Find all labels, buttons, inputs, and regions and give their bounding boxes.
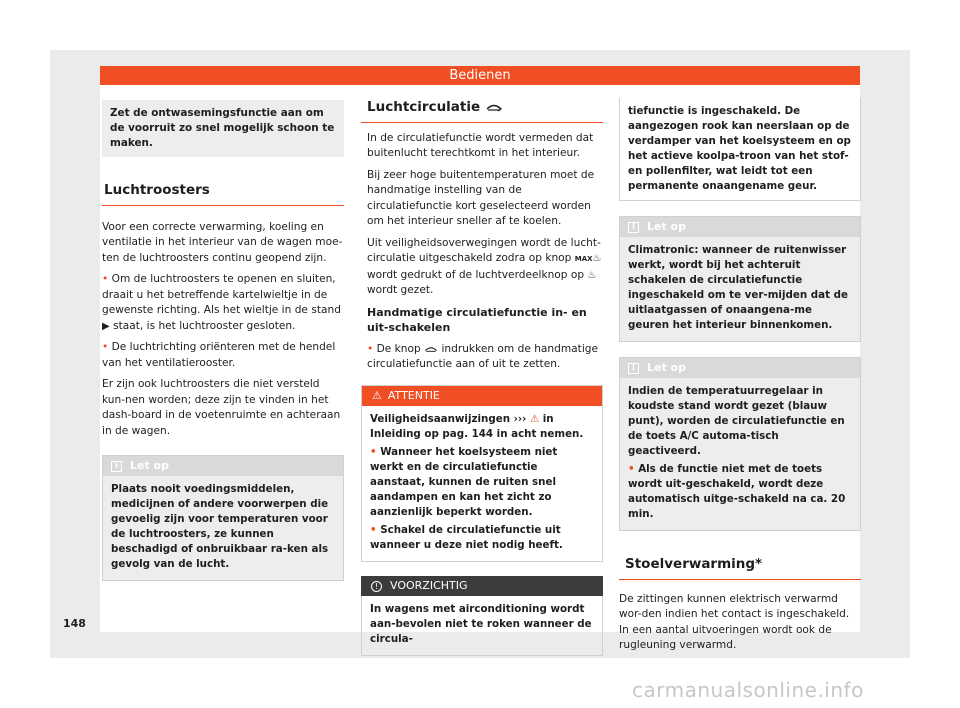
heading-luchtcirculatie: Luchtcirculatie (361, 100, 603, 123)
note-body: Climatronic: wanneer de ruitenwisser werkt, wordt bij het achteruit schakelen de circulatiefunctie ingeschakeld om te ver-mijden dat de uitlaatgassen of onaangena-me geuren het interieur binnenkomen. (620, 237, 860, 341)
bullet-icon: • (370, 445, 377, 458)
triangle-right-icon: ▶ (102, 320, 110, 332)
recirculation-icon (485, 102, 503, 112)
bullet-icon: • (628, 463, 635, 475)
ac-button-label: A/C (679, 430, 699, 442)
page-number: 148 (63, 617, 86, 630)
defrost-icon: ♨ (587, 269, 597, 281)
bullet-icon: • (102, 341, 109, 353)
note-box (619, 216, 861, 342)
note-box (619, 357, 861, 531)
heading-luchtroosters: Luchtroosters (102, 183, 344, 206)
bullet-icon: • (102, 273, 109, 285)
recirculation-icon (424, 345, 438, 353)
info-icon: i (111, 461, 122, 472)
caution-body: In wagens met airconditioning wordt aan-bevolen niet te roken wanneer de circula- (361, 596, 603, 656)
info-icon: i (628, 222, 639, 233)
warning-body: Veiligheidsaanwijzingen ››› ⚠ in Inleiding op pag. 144 in acht nemen. • Wanneer het koelsysteem niet werkt en de circulatiefunctie aanstaat, kunnen de ruiten snel aandampen en kan het zicht zo aanzienlijk beperkt worden. • Schakel de circulatiefunctie uit wanneer u deze niet nodig heeft. (370, 412, 584, 551)
watermark: carmanualsonline.info (632, 678, 864, 702)
note-header: i Let op (620, 358, 860, 378)
caution-continued: tiefunctie is ingeschakeld. De aangezogen rook kan neerslaan op de verdamper van het koelsysteem en op het actieve koolpa-troon van het stof- en pollenfilter, wat leidt tot een permanente onaangename geur. (619, 98, 861, 201)
bullet-icon: • (370, 523, 377, 536)
bullet-item: • De luchtrichting oriënteren met de hendel van het ventilatierooster. (102, 341, 336, 369)
paragraph: In de circulatiefunctie wordt vermeden dat buitenlucht terechtkomt in het interieur. (367, 131, 594, 159)
paragraph: Voor een correcte verwarming, koeling en ventilatie in het interieur van de wagen moe-ten de luchtroosters continu geopend zijn. (102, 220, 343, 264)
caution-header: ! VOORZICHTIG (361, 576, 603, 596)
section-header: Bedienen (100, 66, 860, 85)
warning-box (361, 385, 603, 562)
paragraph: Uit veiligheidsoverwegingen wordt de lucht-circulatie uitgeschakeld zodra op knop MAX♨ wordt gedrukt of de luchtverdeelknop op ♨ wordt gezet. (367, 236, 602, 296)
max-defrost-icon: MAX (574, 255, 593, 263)
warning-header: ⚠ ATTENTIE (362, 386, 602, 406)
defrost-icon: ♨ (592, 253, 602, 264)
caution-box (361, 576, 603, 656)
warning-triangle-icon: ⚠ (372, 388, 382, 402)
intro-box: Zet de ontwasemingsfunctie aan om de voorruit zo snel mogelijk schoon te maken. (102, 100, 344, 157)
bullet-icon: • (367, 342, 374, 355)
bullet-item: • Om de luchtroosters te openen en sluiten, draait u het betreffende kartelwieltje in de gewenste richting. Als het wieltje in de stand ▶ staat, is het luchtrooster gesloten. (102, 273, 341, 332)
warning-triangle-icon: ⚠ (529, 412, 540, 425)
paragraph: De zittingen kunnen elektrisch verwarmd wor-den indien het contact is ingeschakeld. In een aantal uitvoeringen wordt ook de rugleuning verwarmd. (619, 592, 850, 651)
note-body: Indien de temperatuurregelaar in koudste stand wordt gezet (blauw punt), worden de circulatiefunctie en de toets A/C automa-tisch geactiveerd. • Als de functie niet met de toets wordt uit-geschakeld, wordt deze automatisch uitge-schakeld na ca. 20 min. (620, 378, 860, 530)
note-body: Plaats nooit voedingsmiddelen, medicijnen of andere voorwerpen die gevoelig zijn voor temperaturen voor de luchtroosters, ze kunnen beschadigd of onbruikbaar ra-ken als gevolg van de lucht. (103, 476, 343, 580)
paragraph: Bij zeer hoge buitentemperaturen moet de handmatige instelling van de circulatiefunctie kort geselecteerd worden om het interieur sneller af te koelen. (367, 168, 595, 227)
note-header: i Let op (620, 217, 860, 237)
heading-stoelverwarming: Stoelverwarming* (619, 557, 861, 580)
paragraph: Er zijn ook luchtroosters die niet versteld kun-nen worden; deze zijn te vinden in het dash-board in de voetenruimte en achteraan in de wagen. (102, 378, 341, 437)
column-1 (102, 100, 344, 581)
column-2 (361, 100, 603, 656)
info-icon: i (628, 363, 639, 374)
caution-circle-icon: ! (371, 581, 382, 592)
note-header: i Let op (103, 456, 343, 476)
note-box (102, 455, 344, 581)
subheading: Handmatige circulatiefunctie in- en uit-schakelen (367, 305, 587, 334)
bullet-item: • De knop indrukken om de handmatige circulatiefunctie aan of uit te zetten. (367, 342, 599, 370)
column-3 (619, 98, 861, 660)
